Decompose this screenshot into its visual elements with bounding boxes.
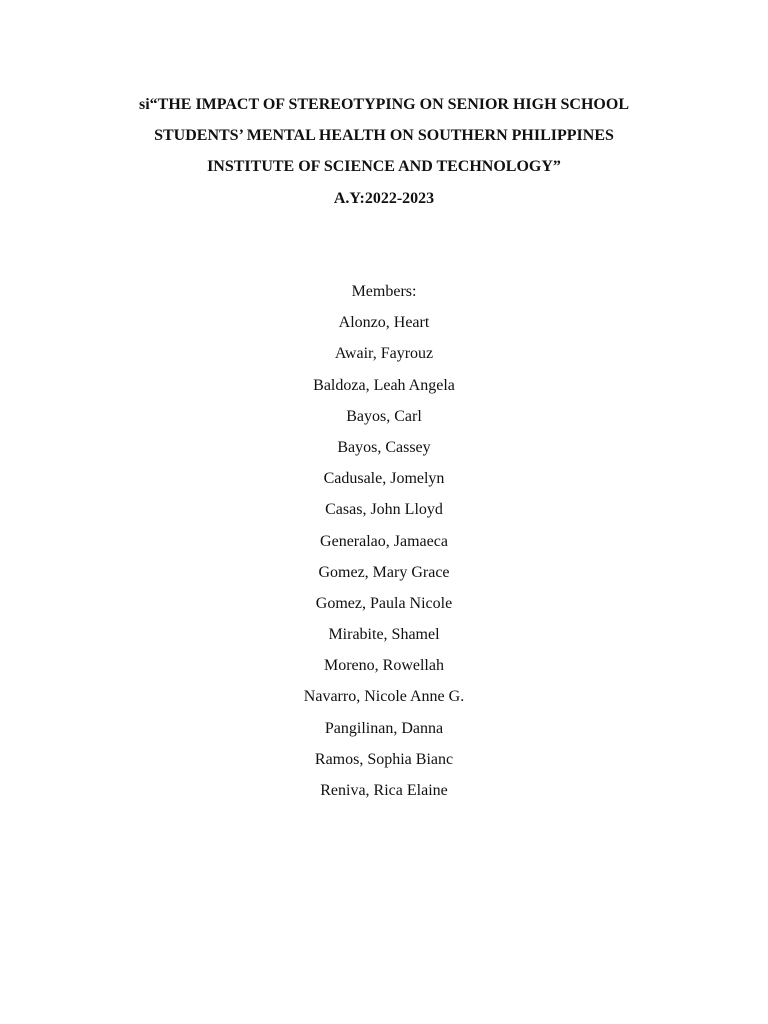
member-name: Gomez, Mary Grace (318, 563, 450, 581)
member-name: Mirabite, Shamel (328, 626, 440, 644)
member-name: Moreno, Rowellah (324, 657, 444, 675)
member-name: Casas, John Lloyd (325, 501, 443, 519)
member-name: Ramos, Sophia Bianc (314, 750, 454, 768)
members-list (0, 307, 768, 806)
member-name: Baldoza, Leah Angela (313, 376, 455, 394)
title-line: si“THE IMPACT OF STEREOTYPING ON SENIOR HIGH SCHOOL (138, 96, 629, 113)
member-name: Generalao, Jamaeca (320, 532, 448, 550)
members-section (0, 276, 768, 806)
member-name: Alonzo, Heart (338, 314, 430, 332)
title-line: STUDENTS’ MENTAL HEALTH ON SOUTHERN PHILIPPINES (154, 127, 614, 145)
member-name: Navarro, Nicole Anne G. (303, 688, 465, 706)
member-name: Gomez, Paula Nicole (315, 594, 453, 612)
academic-year: A.Y:2022-2023 (333, 189, 435, 207)
member-name: Reniva, Rica Elaine (320, 782, 448, 799)
member-name: Cadusale, Jomelyn (323, 470, 445, 488)
members-heading: Members: (351, 283, 417, 300)
member-name: Bayos, Carl (346, 407, 422, 425)
member-name: Awair, Fayrouz (334, 345, 434, 363)
member-name: Pangilinan, Danna (324, 719, 444, 737)
member-name: Bayos, Cassey (337, 438, 431, 456)
research-title (0, 89, 768, 214)
title-line: INSTITUTE OF SCIENCE AND TECHNOLOGY” (207, 158, 561, 176)
